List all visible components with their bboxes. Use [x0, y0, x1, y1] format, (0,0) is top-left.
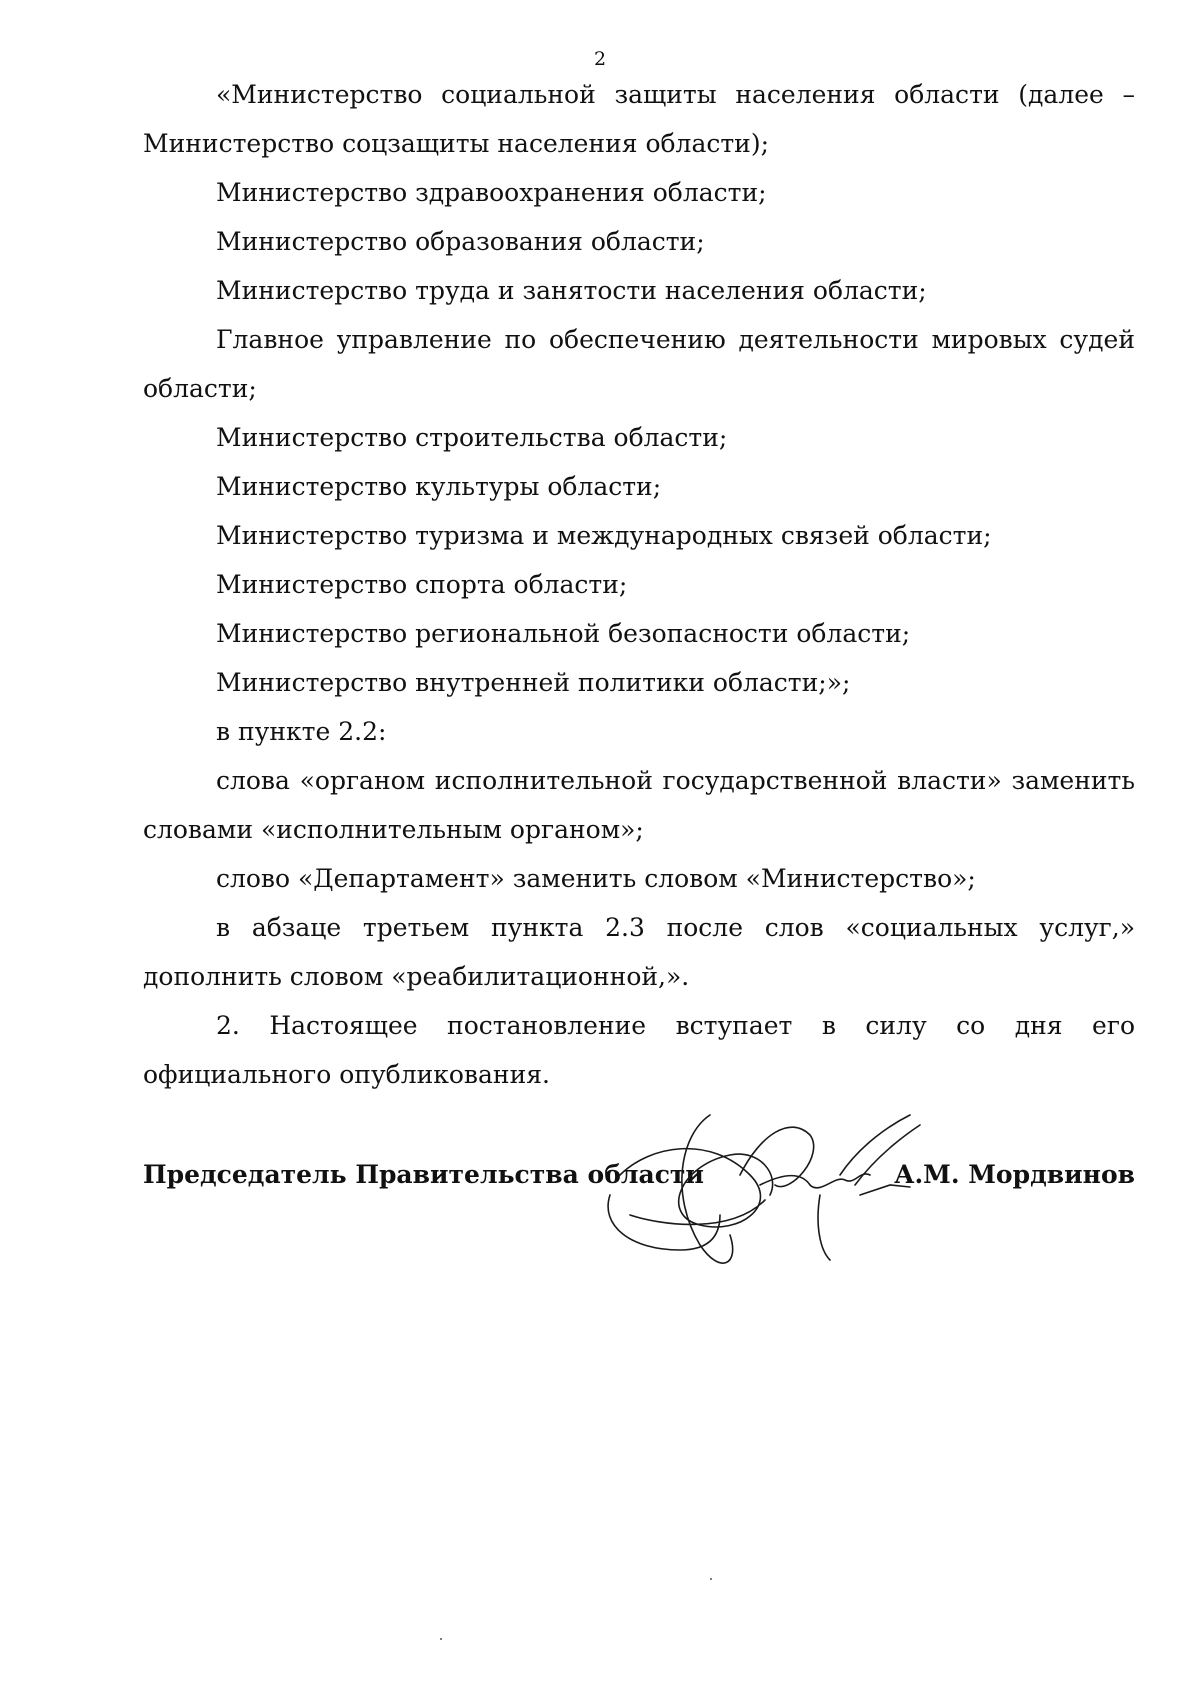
paragraph: в пункте 2.2:: [216, 717, 387, 746]
page-number: 2: [593, 48, 607, 70]
scan-speck: [440, 1638, 442, 1640]
paragraph: Министерство культуры области;: [216, 472, 662, 501]
handwritten-signature-icon: [590, 1075, 950, 1295]
document-body: [143, 70, 1135, 1099]
paragraph: Министерство здравоохранения области;: [216, 178, 767, 207]
paragraph: слова «органом исполнительной государственной власти» заменить словами «исполнительным органом»;: [143, 766, 1135, 844]
paragraph: Министерство спорта области;: [216, 570, 628, 599]
paragraph: в абзаце третьем пункта 2.3 после слов «социальных услуг,» дополнить словом «реабилитационной,».: [143, 913, 1135, 991]
paragraph: Министерство строительства области;: [216, 423, 728, 452]
paragraph: Министерство труда и занятости населения области;: [216, 276, 927, 305]
paragraph: Министерство туризма и международных связей области;: [216, 521, 992, 550]
paragraph: Министерство образования области;: [216, 227, 705, 256]
paragraph: Министерство внутренней политики области;»;: [216, 668, 851, 697]
scan-speck: [710, 1578, 712, 1580]
signatory-title: Председатель Правительства области: [143, 1160, 704, 1189]
signatory-name: А.М. Мордвинов: [894, 1160, 1135, 1189]
paragraph: «Министерство социальной защиты населения области (далее – Министерство соцзащиты населения области);: [143, 80, 1135, 158]
paragraph: слово «Департамент» заменить словом «Министерство»;: [216, 864, 976, 893]
paragraph: Министерство региональной безопасности области;: [216, 619, 911, 648]
paragraph: 2. Настоящее постановление вступает в силу со дня его официального опубликования.: [143, 1011, 1135, 1089]
paragraph: Главное управление по обеспечению деятельности мировых судей области;: [143, 325, 1135, 403]
